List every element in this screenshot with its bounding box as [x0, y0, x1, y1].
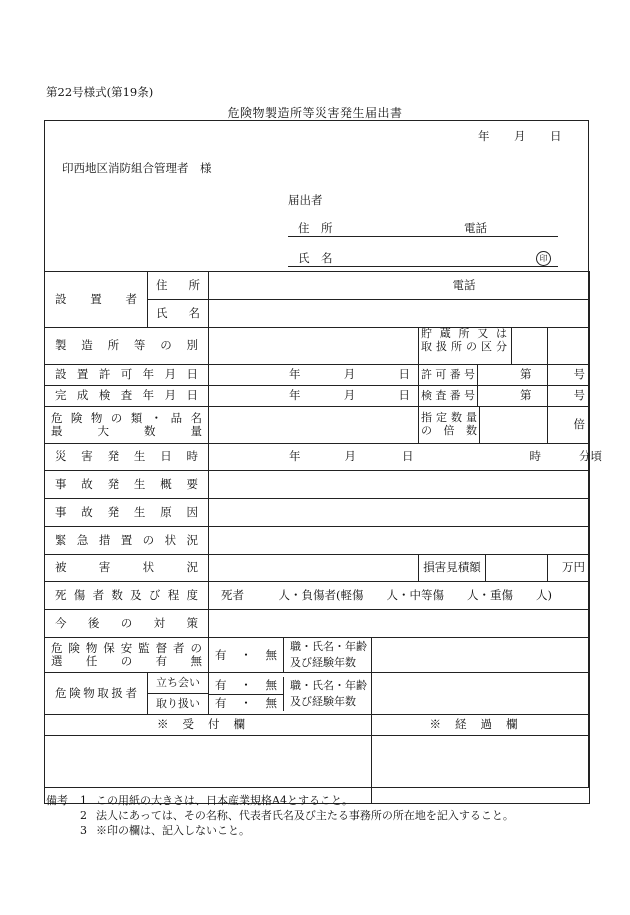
- header-date-month: 月: [514, 129, 526, 143]
- inspection-dai: 第: [520, 388, 532, 403]
- inspection-day: 日: [398, 388, 410, 403]
- note-number: 3: [80, 824, 87, 837]
- permit-number-cell[interactable]: [419, 365, 548, 386]
- note-text: この用紙の大きさは、日本産業規格A4とすること。: [96, 794, 353, 807]
- future-label: 今後の対策: [45, 610, 209, 638]
- inspection-number-cell[interactable]: [419, 386, 548, 407]
- occurrence-month: 月: [344, 449, 356, 464]
- emergency-field[interactable]: [209, 527, 590, 555]
- inspection-date-field[interactable]: [209, 386, 419, 407]
- seal-mark: 印: [536, 251, 551, 266]
- note-text: 法人にあっては、その名称、代表者氏名及び主たる事務所の所在地を記入すること。: [96, 809, 514, 822]
- address-label: 住 所: [298, 221, 333, 235]
- hazmat-label: 危険物の類・品名 最大数量: [45, 407, 209, 444]
- inspection-date-label: 完成検査年月日: [45, 386, 209, 407]
- installer-address-label: 住所: [148, 272, 209, 300]
- inspection-go: 号: [548, 386, 590, 407]
- damage-estimate-label: 損害見積額: [423, 560, 481, 575]
- note-number: 2: [80, 809, 87, 822]
- notes-title: 備考: [46, 794, 68, 807]
- installer-name-label: 氏名: [148, 300, 209, 328]
- permit-date-field[interactable]: [209, 365, 419, 386]
- facility-type-label: 製造所等の別: [45, 328, 209, 365]
- note-text: ※印の欄は、記入しないこと。: [96, 824, 250, 837]
- emergency-label: 緊急措置の状況: [45, 527, 209, 555]
- supervisor-detail-label-2: 及び経験年数: [290, 656, 356, 669]
- handler-witness-label: 立ち会い: [148, 673, 209, 694]
- cause-label: 事故発生原因: [45, 499, 209, 527]
- handler-detail-label-1: 職・氏名・年齢: [290, 678, 367, 692]
- address-line[interactable]: [288, 220, 558, 237]
- storage-category-label-2: 取扱所の区分: [421, 339, 507, 353]
- permit-year: 年: [289, 367, 301, 382]
- damage-estimate-cell[interactable]: [419, 555, 548, 582]
- phone-label: 電話: [464, 221, 487, 235]
- designated-multiple-cell: [419, 407, 548, 444]
- supervisor-label: 危険物保安監督者の 選任の有無: [45, 638, 209, 673]
- inspection-number-label: 検査番号: [419, 386, 478, 406]
- permit-dai: 第: [520, 367, 532, 382]
- damage-label: 被害状況: [45, 555, 209, 582]
- header-date-year: 年: [478, 129, 490, 143]
- occurrence-field[interactable]: [209, 444, 602, 471]
- casualties-field[interactable]: [209, 582, 590, 610]
- occurrence-year: 年: [289, 449, 301, 464]
- permit-date-label: 設置許可年月日: [45, 365, 209, 386]
- casualties-text: 死者 人・負傷者(軽傷 人・中等傷 人・重傷 人): [221, 587, 552, 602]
- future-field[interactable]: [209, 610, 590, 638]
- installer-name-field[interactable]: [209, 300, 590, 328]
- inspection-year: 年: [289, 388, 301, 403]
- summary-field[interactable]: [209, 471, 590, 499]
- document-title: 危険物製造所等災害発生届出書: [227, 106, 403, 120]
- designated-multiple-label-1: 指定数量: [421, 411, 477, 425]
- permit-number-label: 許可番号: [419, 365, 478, 385]
- designated-multiple-label-2: の倍数: [421, 424, 477, 437]
- facility-type-field[interactable]: [209, 328, 419, 365]
- reception-label: ※受付欄: [45, 715, 372, 736]
- hazmat-field[interactable]: [209, 407, 419, 444]
- header-date-day: 日: [550, 129, 562, 143]
- handler-detail-field[interactable]: [372, 673, 590, 715]
- storage-category-label-1: 貯蔵所又は: [421, 327, 507, 340]
- inspection-month: 月: [343, 388, 356, 403]
- installer-address-field[interactable]: [209, 272, 590, 300]
- occurrence-minute: 分頃: [579, 449, 602, 464]
- supervisor-detail-label-1: 職・氏名・年齢: [290, 640, 367, 653]
- handler-witness-yes-no[interactable]: 有・無: [209, 677, 283, 695]
- permit-go: 号: [548, 365, 590, 386]
- report-table: [44, 271, 602, 804]
- permit-day: 日: [398, 367, 410, 382]
- permit-month: 月: [343, 367, 356, 382]
- casualties-label: 死傷者数及び程度: [45, 582, 209, 610]
- handler-handled-label: 取り扱い: [148, 694, 209, 715]
- progress-label: ※経過欄: [372, 715, 590, 736]
- supervisor-yes-no[interactable]: 有・無: [209, 638, 284, 672]
- occurrence-label: 災害発生日時: [45, 444, 209, 471]
- handler-label: 危険物取扱者: [45, 673, 148, 715]
- note-number: 1: [80, 794, 87, 807]
- damage-estimate-unit: 万円: [548, 555, 590, 582]
- occurrence-day: 日: [402, 449, 414, 464]
- handler-detail-label-2: 及び経験年数: [290, 694, 356, 708]
- notes: [46, 793, 514, 838]
- supervisor-detail-field[interactable]: [372, 638, 590, 673]
- storage-category-field[interactable]: [548, 328, 590, 365]
- installer-label: 設置者: [45, 272, 148, 328]
- handler-handled-yes-no[interactable]: 有・無: [215, 695, 277, 710]
- occurrence-hour: 時: [529, 449, 541, 464]
- filer-label: 届出者: [288, 193, 323, 207]
- installer-phone-label: 電話: [452, 277, 476, 292]
- addressee: 印西地区消防組合管理者 様: [62, 161, 212, 175]
- name-line[interactable]: [288, 250, 558, 267]
- storage-category-cell: [419, 328, 548, 365]
- cause-field[interactable]: [209, 499, 590, 527]
- form-number: 第22号様式(第19条): [46, 85, 154, 99]
- supervisor-yes-no-cell[interactable]: [209, 638, 372, 673]
- damage-field[interactable]: [209, 555, 419, 582]
- handler-yes-no-cell[interactable]: [209, 673, 372, 715]
- summary-label: 事故発生概要: [45, 471, 209, 499]
- name-label: 氏 名: [298, 251, 333, 265]
- designated-multiple-unit: 倍: [548, 407, 590, 444]
